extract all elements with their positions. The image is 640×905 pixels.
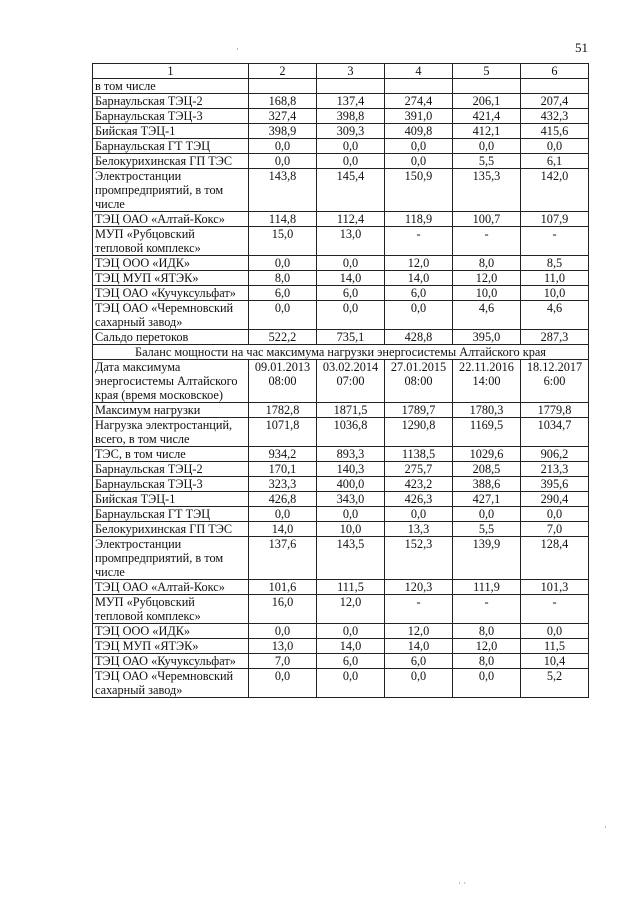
row-label: в том числе [93,79,249,94]
value-cell: 8,0 [249,271,317,286]
value-cell: 343,0 [317,492,385,507]
table-row [93,109,589,124]
value-cell: 135,3 [453,169,521,212]
row-label: ТЭЦ ОАО «Черемновский сахарный завод» [93,301,249,330]
value-cell: 934,2 [249,447,317,462]
table-row [93,301,589,330]
value-cell: 274,4 [385,94,453,109]
table-row [93,580,589,595]
value-cell: 101,6 [249,580,317,595]
value-cell: 522,2 [249,330,317,345]
row-label: ТЭС, в том числе [93,447,249,462]
value-cell: 0,0 [249,624,317,639]
value-cell: 100,7 [453,212,521,227]
value-cell: 10,0 [453,286,521,301]
value-cell: 0,0 [453,507,521,522]
table-row [93,537,589,580]
table-row [93,154,589,169]
table-row [93,507,589,522]
row-label: Белокурихинская ГП ТЭС [93,522,249,537]
value-cell: 0,0 [385,669,453,698]
row-label: ТЭЦ ООО «ИДК» [93,624,249,639]
table-row [93,139,589,154]
row-label: ТЭЦ ОАО «Кучуксульфат» [93,286,249,301]
value-cell: 0,0 [249,669,317,698]
value-cell: 395,6 [521,477,589,492]
value-cell: 287,3 [521,330,589,345]
value-cell: 10,0 [521,286,589,301]
value-cell [317,79,385,94]
value-cell: 0,0 [317,301,385,330]
value-cell: 388,6 [453,477,521,492]
table-row [93,418,589,447]
table-row [93,94,589,109]
value-cell: 1036,8 [317,418,385,447]
value-cell: 16,0 [249,595,317,624]
value-cell: 150,9 [385,169,453,212]
value-cell: 415,6 [521,124,589,139]
value-cell: 1779,8 [521,403,589,418]
value-cell: 0,0 [249,154,317,169]
row-label: Дата максимума энергосистемы Алтайского края (время московское) [93,360,249,403]
value-cell: 137,4 [317,94,385,109]
table-row [93,447,589,462]
value-cell: 11,5 [521,639,589,654]
value-cell: 207,4 [521,94,589,109]
value-cell: 6,1 [521,154,589,169]
value-cell [453,79,521,94]
table-body-top [93,79,589,345]
value-cell: 12,0 [453,271,521,286]
value-cell: 140,3 [317,462,385,477]
value-cell: 5,2 [521,669,589,698]
row-label: Бийская ТЭЦ-1 [93,124,249,139]
row-label: Барнаульская ГТ ТЭЦ [93,139,249,154]
row-label: ТЭЦ ОАО «Алтай-Кокс» [93,212,249,227]
value-cell: 03.02.2014 07:00 [317,360,385,403]
table-row [93,492,589,507]
value-cell: 09.01.2013 08:00 [249,360,317,403]
value-cell: - [521,595,589,624]
value-cell: 1034,7 [521,418,589,447]
table-row [93,124,589,139]
value-cell: 10,4 [521,654,589,669]
row-label: Барнаульская ТЭЦ-2 [93,94,249,109]
value-cell: 8,0 [453,654,521,669]
section-title-row [93,345,589,360]
value-cell: - [385,595,453,624]
scan-speck: · [236,44,239,54]
row-label: Барнаульская ТЭЦ-2 [93,462,249,477]
value-cell: 0,0 [521,624,589,639]
value-cell: 906,2 [521,447,589,462]
value-cell: 170,1 [249,462,317,477]
value-cell: 128,4 [521,537,589,580]
value-cell: 323,3 [249,477,317,492]
value-cell: 0,0 [385,301,453,330]
section-title: Баланс мощности на час максимума нагрузки энергосистемы Алтайского края [93,345,589,360]
value-cell: 0,0 [453,139,521,154]
row-label: МУП «Рубцовский тепловой комплекс» [93,227,249,256]
value-cell: 423,2 [385,477,453,492]
row-label: Барнаульская ГТ ТЭЦ [93,507,249,522]
value-cell: 398,9 [249,124,317,139]
value-cell: 208,5 [453,462,521,477]
value-cell: 14,0 [249,522,317,537]
value-cell: 0,0 [249,301,317,330]
value-cell: 12,0 [453,639,521,654]
table-row [93,595,589,624]
value-cell [521,79,589,94]
scan-speck: · · [458,878,467,888]
value-cell: 213,3 [521,462,589,477]
value-cell: 290,4 [521,492,589,507]
value-cell: 1138,5 [385,447,453,462]
value-cell: 14,0 [317,639,385,654]
value-cell: 327,4 [249,109,317,124]
value-cell: 13,0 [317,227,385,256]
value-cell: 8,0 [453,624,521,639]
value-cell: 111,9 [453,580,521,595]
value-cell: - [453,227,521,256]
value-cell: 206,1 [453,94,521,109]
value-cell: 14,0 [385,639,453,654]
value-cell [385,79,453,94]
value-cell: 309,3 [317,124,385,139]
value-cell: 0,0 [249,256,317,271]
table-row [93,639,589,654]
table-row [93,79,589,94]
value-cell: 14,0 [385,271,453,286]
table-row [93,169,589,212]
value-cell: 7,0 [521,522,589,537]
value-cell: 0,0 [453,669,521,698]
value-cell: 426,8 [249,492,317,507]
value-cell: 0,0 [317,624,385,639]
value-cell: 142,0 [521,169,589,212]
value-cell: 1169,5 [453,418,521,447]
value-cell: 12,0 [317,595,385,624]
table-row [93,212,589,227]
row-label: Барнаульская ТЭЦ-3 [93,109,249,124]
value-cell: 0,0 [317,154,385,169]
value-cell: 0,0 [317,139,385,154]
value-cell: 143,8 [249,169,317,212]
value-cell: - [453,595,521,624]
table-row [93,286,589,301]
column-header: 5 [453,64,521,79]
row-label: МУП «Рубцовский тепловой комплекс» [93,595,249,624]
table-row [93,654,589,669]
value-cell: 6,0 [385,286,453,301]
value-cell: 893,3 [317,447,385,462]
value-cell: 391,0 [385,109,453,124]
value-cell: 400,0 [317,477,385,492]
value-cell: 8,0 [453,256,521,271]
row-label: Электростанции промпредприятий, в том числе [93,169,249,212]
value-cell: 111,5 [317,580,385,595]
row-label: Максимум нагрузки [93,403,249,418]
value-cell [249,79,317,94]
value-cell: 143,5 [317,537,385,580]
value-cell: 6,0 [317,286,385,301]
value-cell: 1789,7 [385,403,453,418]
table-row [93,227,589,256]
value-cell: 421,4 [453,109,521,124]
value-cell: 0,0 [385,139,453,154]
value-cell: 0,0 [249,139,317,154]
row-label: Электростанции промпредприятий, в том числе [93,537,249,580]
table-row [93,522,589,537]
row-label: Бийская ТЭЦ-1 [93,492,249,507]
value-cell: 1029,6 [453,447,521,462]
column-header: 1 [93,64,249,79]
value-cell: 1782,8 [249,403,317,418]
column-header: 4 [385,64,453,79]
page-number: 51 [575,40,588,55]
value-cell: 412,1 [453,124,521,139]
row-label: Белокурихинская ГП ТЭС [93,154,249,169]
value-cell: 168,8 [249,94,317,109]
value-cell: 118,9 [385,212,453,227]
row-label: ТЭЦ МУП «ЯТЭК» [93,271,249,286]
value-cell: 137,6 [249,537,317,580]
row-label: ТЭЦ ОАО «Алтай-Кокс» [93,580,249,595]
value-cell: - [385,227,453,256]
value-cell: 13,3 [385,522,453,537]
value-cell: 114,8 [249,212,317,227]
value-cell: 152,3 [385,537,453,580]
value-cell: 735,1 [317,330,385,345]
value-cell: 101,3 [521,580,589,595]
value-cell: 1071,8 [249,418,317,447]
value-cell: 120,3 [385,580,453,595]
value-cell: 27.01.2015 08:00 [385,360,453,403]
value-cell: 0,0 [521,139,589,154]
row-label: Нагрузка электростанций, всего, в том числе [93,418,249,447]
table-row [93,403,589,418]
value-cell: 13,0 [249,639,317,654]
table-row [93,256,589,271]
value-cell: 427,1 [453,492,521,507]
table-row [93,271,589,286]
value-cell: 0,0 [385,154,453,169]
scan-speck: · [604,822,607,832]
table-row [93,360,589,403]
value-cell: 4,6 [521,301,589,330]
table-header-row [93,64,589,79]
value-cell: 1290,8 [385,418,453,447]
table-row [93,330,589,345]
value-cell: 6,0 [385,654,453,669]
value-cell: 4,6 [453,301,521,330]
value-cell: 7,0 [249,654,317,669]
value-cell: 10,0 [317,522,385,537]
value-cell: 5,5 [453,154,521,169]
value-cell: 107,9 [521,212,589,227]
value-cell: 12,0 [385,624,453,639]
table-row [93,669,589,698]
value-cell: 15,0 [249,227,317,256]
value-cell: 11,0 [521,271,589,286]
value-cell: 0,0 [317,669,385,698]
value-cell: 0,0 [249,507,317,522]
table-body-bottom [93,360,589,698]
value-cell: 8,5 [521,256,589,271]
row-label: ТЭЦ ООО «ИДК» [93,256,249,271]
power-balance-table [92,63,589,698]
column-header: 6 [521,64,589,79]
value-cell: 112,4 [317,212,385,227]
column-header: 3 [317,64,385,79]
value-cell: 395,0 [453,330,521,345]
row-label: ТЭЦ ОАО «Черемновский сахарный завод» [93,669,249,698]
row-label: ТЭЦ ОАО «Кучуксульфат» [93,654,249,669]
value-cell: 145,4 [317,169,385,212]
value-cell: 14,0 [317,271,385,286]
value-cell: 0,0 [317,256,385,271]
value-cell: - [521,227,589,256]
value-cell: 0,0 [317,507,385,522]
value-cell: 398,8 [317,109,385,124]
value-cell: 426,3 [385,492,453,507]
value-cell: 275,7 [385,462,453,477]
value-cell: 18.12.2017 6:00 [521,360,589,403]
value-cell: 1780,3 [453,403,521,418]
value-cell: 428,8 [385,330,453,345]
value-cell: 12,0 [385,256,453,271]
table-row [93,477,589,492]
value-cell: 409,8 [385,124,453,139]
value-cell: 1871,5 [317,403,385,418]
value-cell: 6,0 [249,286,317,301]
value-cell: 6,0 [317,654,385,669]
row-label: ТЭЦ МУП «ЯТЭК» [93,639,249,654]
table-row [93,462,589,477]
value-cell: 0,0 [385,507,453,522]
value-cell: 432,3 [521,109,589,124]
value-cell: 139,9 [453,537,521,580]
table-row [93,624,589,639]
row-label: Барнаульская ТЭЦ-3 [93,477,249,492]
value-cell: 0,0 [521,507,589,522]
column-header: 2 [249,64,317,79]
value-cell: 5,5 [453,522,521,537]
value-cell: 22.11.2016 14:00 [453,360,521,403]
row-label: Сальдо перетоков [93,330,249,345]
